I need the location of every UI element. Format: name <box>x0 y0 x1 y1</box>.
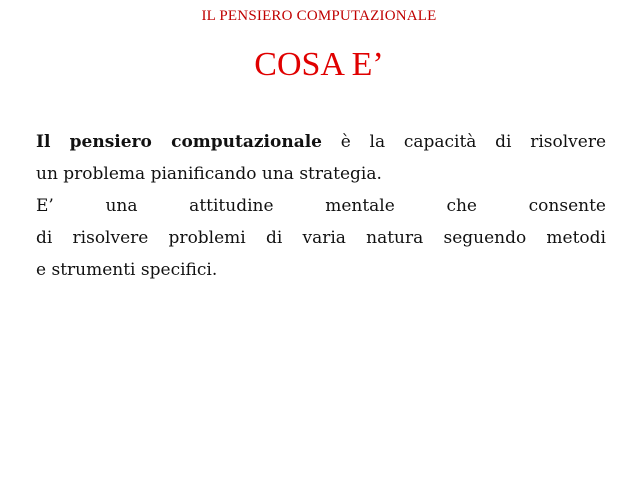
paragraph-line-5: e strumenti specifici. <box>36 260 218 280</box>
paragraph-line-1 <box>36 126 606 158</box>
paragraph-line-2: un problema pianificando una strategia. <box>36 164 382 184</box>
paragraph-line-4: di risolvere problemi di varia natura seguendo metodi <box>36 228 606 248</box>
slide-title: COSA E’ <box>254 46 384 83</box>
slide-body-paragraph <box>36 126 606 286</box>
slide-header: IL PENSIERO COMPUTAZIONALE <box>201 8 437 24</box>
line-1-text: è la capacità di risolvere <box>340 132 607 152</box>
bold-term: Il pensiero computazionale <box>36 132 322 152</box>
paragraph-line-3: E’ una attitudine mentale che consente <box>36 196 606 216</box>
